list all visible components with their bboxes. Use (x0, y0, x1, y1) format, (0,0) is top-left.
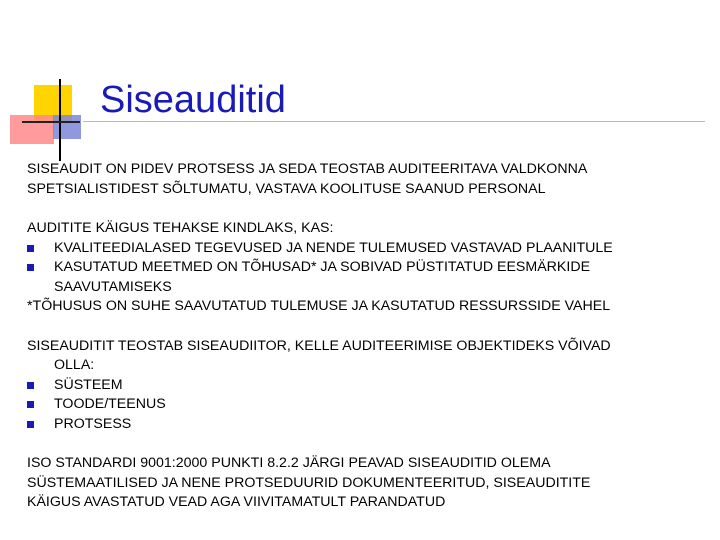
logo-horizontal-line (22, 121, 80, 123)
paragraph-1-line-1: SISEAUDIT ON PIDEV PROTSESS JA SEDA TEOSTAB AUDITEERITAVA VALDKONNA (27, 161, 588, 177)
square-bullet-icon (27, 401, 34, 408)
square-bullet-icon (27, 421, 34, 428)
list-item-text: TOODE/TEENUS (54, 396, 166, 412)
paragraph-4-line-2: SÜSTEMAATILISED JA NENE PROTSEDUURID DOKUMENTEERITUD, SISEAUDITITE (27, 474, 591, 491)
logo-vertical-line (59, 79, 61, 161)
paragraph-4-line-3: KÄIGUS AVASTATUD VEAD AGA VIIVITAMATULT PARANDATUD (27, 494, 446, 510)
list-item-text: KVALITEEDIALASED TEGEVUSED JA NENDE TULEMUSED VASTAVAD PLAANITULE (54, 239, 613, 256)
list-item (27, 395, 707, 415)
square-bullet-icon (27, 382, 34, 389)
slide-title: Siseauditid (100, 79, 286, 121)
paragraph-4-line-1: ISO STANDARDI 9001:2000 PUNKTI 8.2.2 JÄRGI PEAVAD SISEAUDITID OLEMA (27, 455, 551, 471)
paragraph-3-line-2: OLLA: (54, 357, 95, 373)
footnote: *TÕHUSUS ON SUHE SAAVUTATUD TULEMUSE JA KASUTATUD RESSURSSIDE VAHEL (27, 298, 611, 314)
logo-red-square (10, 115, 54, 144)
paragraph-1-line-2: SPETSIALISTIDEST SÕLTUMATU, VASTAVA KOOLITUSE SAANUD PERSONAL (27, 180, 546, 197)
list-item (27, 239, 707, 259)
list-item-text: KASUTATUD MEETMED ON TÕHUSAD* JA SOBIVAD PÜSTITATUD EESMÄRKIDE (54, 259, 591, 275)
paragraph-2-intro: AUDITITE KÄIGUS TEHAKSE KINDLAKS, KAS: (27, 220, 334, 236)
list-item-text: PROTSESS (54, 415, 132, 432)
list-item (27, 415, 707, 435)
list-item (27, 376, 707, 396)
slide-body (27, 160, 707, 513)
square-bullet-icon (27, 264, 34, 271)
paragraph-3-line-1: SISEAUDITIT TEOSTAB SISEAUDIITOR, KELLE AUDITEERIMISE OBJEKTIDEKS VÕIVAD (27, 337, 611, 354)
list-item-continuation: SAAVUTAMISEKS (54, 278, 172, 295)
square-bullet-icon (27, 245, 34, 252)
logo-blue-square (53, 115, 81, 139)
list-item (27, 258, 707, 278)
list-item-text: SÜSTEEM (54, 376, 123, 393)
